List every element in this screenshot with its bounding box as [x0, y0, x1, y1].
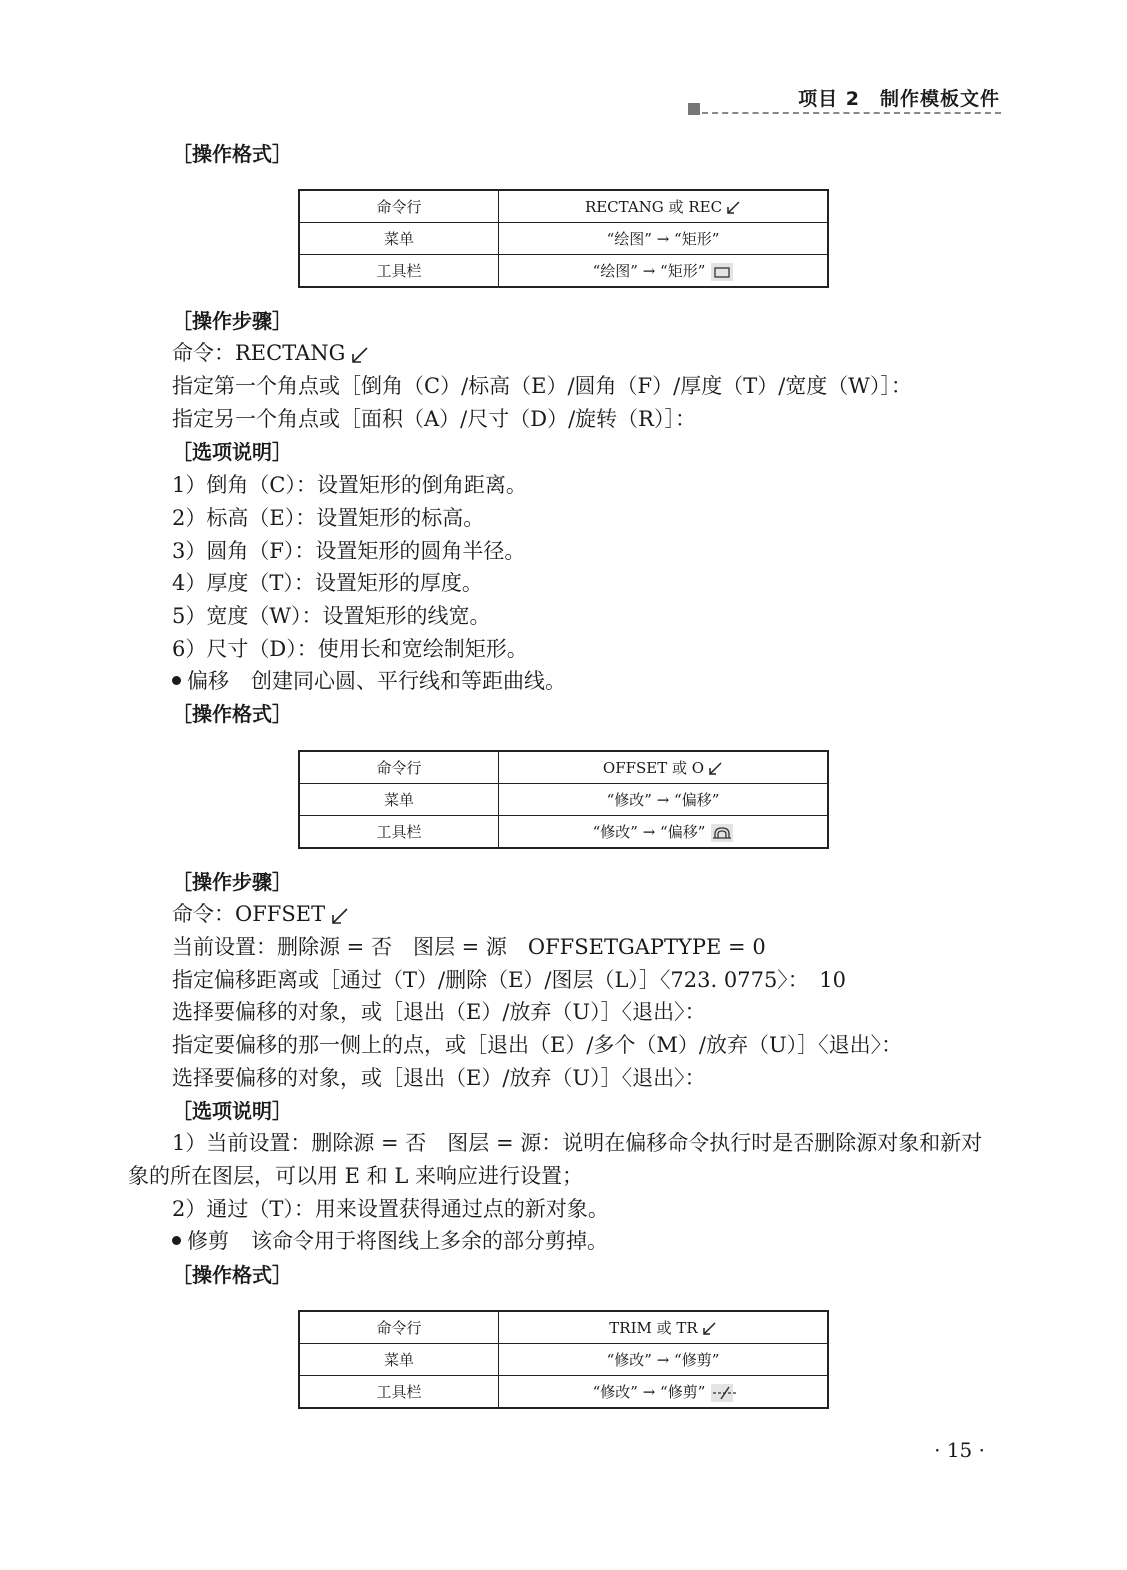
table-row — [299, 1311, 828, 1344]
options-heading: ［选项说明］ — [172, 1099, 292, 1123]
rectangle-tool-icon — [711, 263, 733, 281]
bullet-line — [172, 667, 566, 695]
enter-arrow-icon — [701, 1321, 717, 1337]
step-line — [172, 339, 369, 367]
bullet-text: 创建同心圆、平行线和等距曲线。 — [251, 669, 566, 693]
steps-heading: ［操作步骤］ — [172, 870, 292, 894]
header-rule-dash — [702, 112, 1001, 114]
table-value-text: “修改” → “偏移” — [592, 823, 706, 841]
table-row — [299, 190, 828, 223]
enter-arrow-icon — [349, 345, 369, 365]
table-key: 菜单 — [299, 784, 499, 816]
option-line: 2）通过（T）：用来设置获得通过点的新对象。 — [172, 1197, 609, 1221]
step-line — [172, 900, 349, 928]
table-row — [299, 751, 828, 784]
table-value-text: TRIM 或 TR — [609, 1319, 698, 1337]
step-line: 指定第一个角点或［倒角（C）/标高（E）/圆角（F）/厚度（T）/宽度（W）］： — [172, 374, 912, 398]
enter-arrow-icon — [329, 906, 349, 926]
table-value — [499, 751, 829, 784]
table-value — [499, 1311, 829, 1344]
step-line: 指定另一个角点或［面积（A）/尺寸（D）/旋转（R）］： — [172, 407, 696, 431]
table-value: “修改” → “偏移” — [499, 784, 829, 816]
table-value-text: OFFSET 或 O — [602, 759, 705, 777]
bullet-name: 修剪 — [187, 1229, 229, 1253]
header-rule-block — [688, 103, 700, 115]
option-line: 6）尺寸（D）：使用长和宽绘制矩形。 — [172, 637, 528, 661]
format-heading: ［操作格式］ — [172, 142, 292, 166]
step-line: 当前设置：删除源 = 否 图层 = 源 OFFSETGAPTYPE = 0 — [172, 935, 766, 959]
step-line: 选择要偏移的对象，或［退出（E）/放弃（U）］〈退出〉： — [172, 1000, 706, 1024]
step-text: 命令：RECTANG — [172, 341, 346, 365]
bullet-icon — [172, 676, 181, 685]
option-line: 5）宽度（W）：设置矩形的线宽。 — [172, 604, 491, 628]
table-value: “绘图” → “矩形” — [499, 223, 829, 255]
table-row — [299, 816, 828, 849]
trim-tool-icon — [711, 1384, 733, 1402]
option-line: 1）倒角（C）：设置矩形的倒角距离。 — [172, 473, 527, 497]
step-line: 选择要偏移的对象，或［退出（E）/放弃（U）］〈退出〉： — [172, 1066, 706, 1090]
bullet-line — [172, 1227, 608, 1255]
step-line: 指定要偏移的那一侧上的点，或［退出（E）/多个（M）/放弃（U）］〈退出〉： — [172, 1033, 903, 1057]
option-line: 4）厚度（T）：设置矩形的厚度。 — [172, 571, 483, 595]
step-line: 指定偏移距离或［通过（T）/删除（E）/图层（L）］〈723. 0775〉： 10 — [172, 968, 847, 992]
table-key: 工具栏 — [299, 1376, 499, 1409]
offset-command-table — [298, 750, 829, 849]
table-row — [299, 255, 828, 288]
option-line: 3）圆角（F）：设置矩形的圆角半径。 — [172, 539, 526, 563]
table-row — [299, 1344, 828, 1376]
table-value-text: “绘图” → “矩形” — [592, 262, 706, 280]
running-header: 项目 2 制作模板文件 — [798, 88, 1000, 110]
rectang-command-table — [298, 189, 829, 288]
table-value — [499, 816, 829, 849]
table-key: 菜单 — [299, 223, 499, 255]
bullet-icon — [172, 1236, 181, 1245]
trim-command-table — [298, 1310, 829, 1409]
table-row — [299, 784, 828, 816]
bullet-text: 该命令用于将图线上多余的部分剪掉。 — [251, 1229, 608, 1253]
step-text: 命令：OFFSET — [172, 902, 326, 926]
options-heading: ［选项说明］ — [172, 440, 292, 464]
table-key: 工具栏 — [299, 816, 499, 849]
table-row — [299, 223, 828, 255]
header-rule — [688, 103, 1001, 115]
table-value-text: RECTANG 或 REC — [584, 198, 723, 216]
table-key: 命令行 — [299, 751, 499, 784]
page-number: · 15 · — [934, 1438, 985, 1462]
table-value — [499, 255, 829, 288]
enter-arrow-icon — [725, 200, 741, 216]
table-key: 工具栏 — [299, 255, 499, 288]
offset-tool-icon — [711, 824, 733, 842]
table-key: 命令行 — [299, 1311, 499, 1344]
enter-arrow-icon — [707, 761, 723, 777]
option-line: 2）标高（E）：设置矩形的标高。 — [172, 506, 485, 530]
table-row — [299, 1376, 828, 1409]
table-value — [499, 190, 829, 223]
format-heading: ［操作格式］ — [172, 1263, 292, 1287]
table-key: 菜单 — [299, 1344, 499, 1376]
table-value-text: “修改” → “修剪” — [592, 1383, 706, 1401]
table-value: “修改” → “修剪” — [499, 1344, 829, 1376]
option-line: 1）当前设置：删除源 = 否 图层 = 源：说明在偏移命令执行时是否删除源对象和新对 — [172, 1131, 983, 1155]
table-key: 命令行 — [299, 190, 499, 223]
bullet-name: 偏移 — [187, 669, 229, 693]
format-heading: ［操作格式］ — [172, 702, 292, 726]
option-line-continued: 象的所在图层，可以用 E 和 L 来响应进行设置； — [128, 1164, 583, 1188]
table-value — [499, 1376, 829, 1409]
steps-heading: ［操作步骤］ — [172, 309, 292, 333]
